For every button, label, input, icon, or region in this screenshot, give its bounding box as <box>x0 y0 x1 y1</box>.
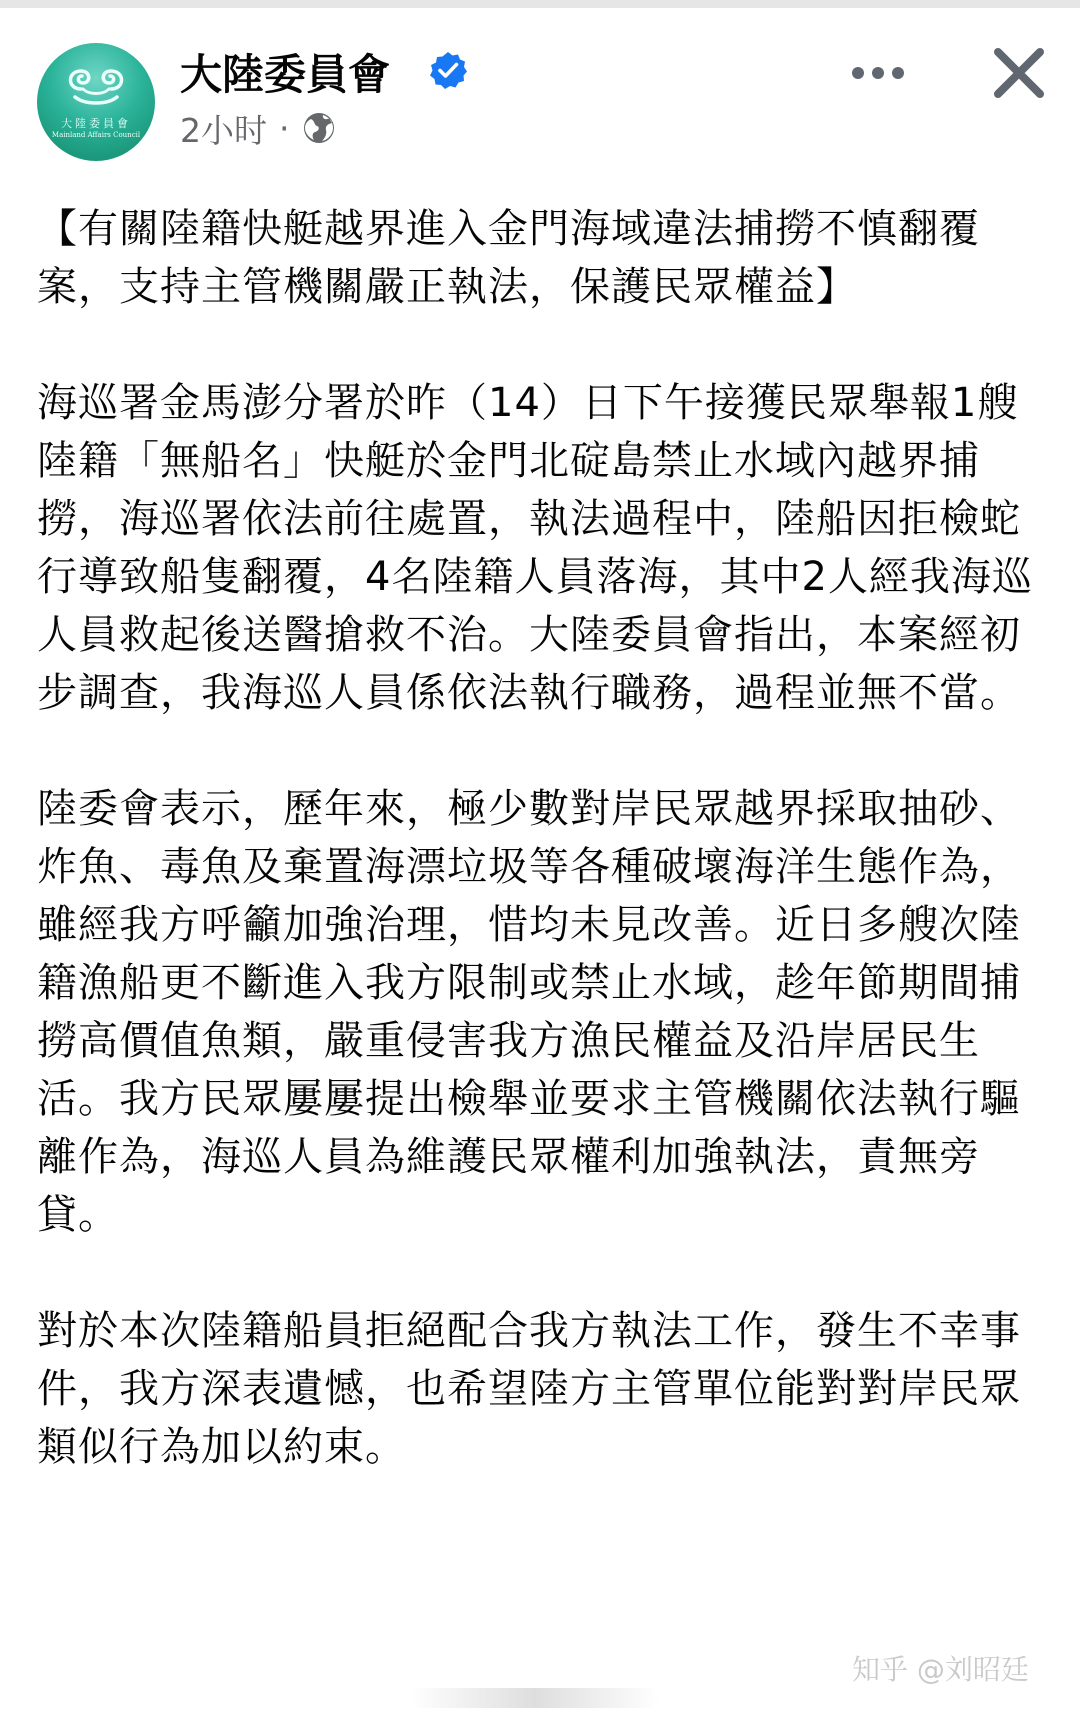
swirl-logo-icon <box>61 61 131 111</box>
watermark: 知乎 @刘昭廷 <box>852 1653 1029 1686</box>
post-header <box>0 40 1080 170</box>
post-body <box>37 200 1047 1534</box>
more-options-icon[interactable] <box>848 58 908 88</box>
post-timestamp[interactable]: 2小时 <box>180 110 267 150</box>
post-paragraph: 海巡署金馬澎分署於昨（14）日下午接獲民眾舉報1艘陸籍「無船名」快艇於金門北碇島禁止水域內越界捕撈，海巡署依法前往處置，執法過程中，陸船因拒檢蛇行導致船隻翻覆，4名陸籍人員落海，其中2人經我海巡人員救起後送醫搶救不治。大陸委員會指出，本案經初步調查，我海巡人員係依法執行職務，過程並無不當。 <box>37 380 1033 716</box>
avatar-logo-text: 大陸委員會 <box>61 117 131 130</box>
top-edge <box>0 0 1080 8</box>
verified-badge-icon <box>428 50 468 90</box>
page-avatar[interactable] <box>37 43 155 161</box>
post-paragraph: 陸委會表示，歷年來，極少數對岸民眾越界採取抽砂、炸魚、毒魚及棄置海漂垃圾等各種破壞海洋生態作為，雖經我方呼籲加強治理，惜均未見改善。近日多艘次陸籍漁船更不斷進入我方限制或禁止水域，趁年節期間捕撈高價值魚類，嚴重侵害我方漁民權益及沿岸居民生活。我方民眾屢屢提出檢舉並要求主管機關依法執行驅離作為，海巡人員為維護民眾權利加強執法，責無旁貸。 <box>37 786 1021 1238</box>
globe-icon <box>302 111 336 145</box>
bottom-shadow <box>410 1688 660 1708</box>
page-name[interactable]: 大陸委員會 <box>180 50 391 99</box>
post-title: 【有關陸籍快艇越界進入金門海域違法捕撈不慎翻覆案，支持主管機關嚴正執法，保護民眾權益】 <box>37 206 980 310</box>
post-meta <box>180 106 336 150</box>
avatar-logo-subtext: Mainland Affairs Council <box>51 131 141 139</box>
close-icon[interactable] <box>990 44 1048 102</box>
post-paragraph: 對於本次陸籍船員拒絕配合我方執法工作，發生不幸事件，我方深表遺憾，也希望陸方主管單位能對對岸民眾類似行為加以約束。 <box>37 1308 1021 1470</box>
meta-separator: · <box>279 108 290 148</box>
